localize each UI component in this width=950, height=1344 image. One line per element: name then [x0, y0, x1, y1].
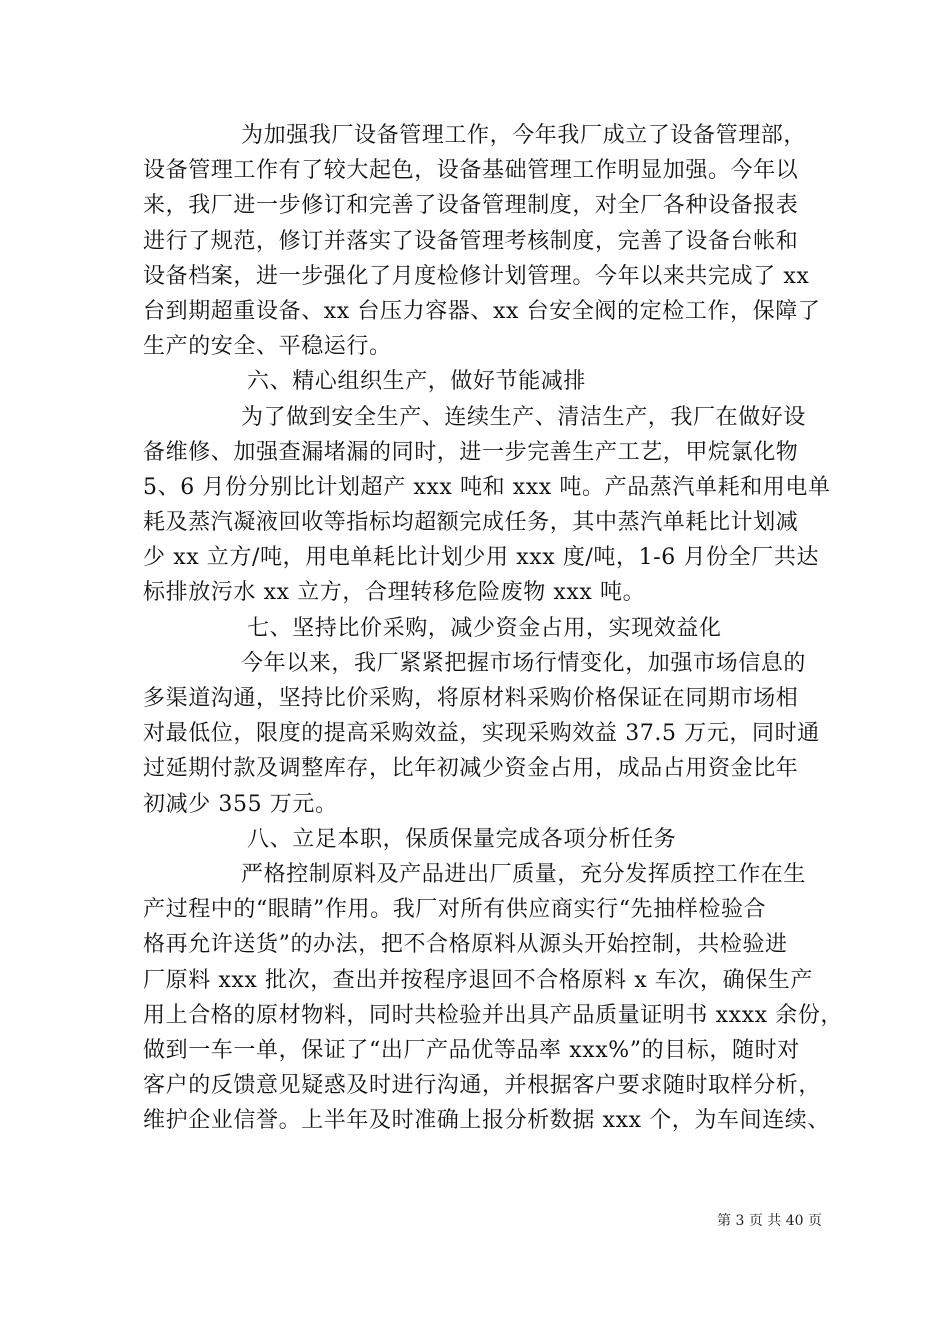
- paragraph-line: 5、6 月份分别比计划超产 xxx 吨和 xxx 吨。产品蒸汽单耗和用电单: [143, 474, 831, 500]
- paragraph: [143, 646, 826, 822]
- paragraph-line: 设备管理工作有了较大起色，设备基础管理工作明显加强。今年以: [143, 158, 799, 184]
- page-number: 第 3 页 共 40 页: [717, 1213, 822, 1229]
- heading-text: 七、坚持比价采购，减少资金占用，实现效益化: [247, 615, 722, 641]
- paragraph: [143, 857, 844, 1139]
- paragraph-line: 标排放污水 xx 立方，合理转移危险废物 xxx 吨。: [143, 580, 646, 606]
- section-heading: [143, 364, 826, 399]
- paragraph-line: 对最低位，限度的提高采购效益，实现采购效益 37.5 万元，同时通: [143, 721, 820, 747]
- paragraph-line: 今年以来，我厂紧紧把握市场行情变化，加强市场信息的: [241, 650, 807, 676]
- paragraph-line: 维护企业信誉。上半年及时准确上报分析数据 xxx 个，为车间连续、: [143, 1108, 831, 1134]
- paragraph-line: 格再允许送货”的办法，把不合格原料从源头开始控制，共检验进: [143, 932, 788, 958]
- paragraph: [143, 400, 831, 611]
- paragraph-line: 设备档案，进一步强化了月度检修计划管理。今年以来共完成了 xx: [143, 263, 810, 289]
- heading-text: 八、立足本职，保质保量完成各项分析任务: [247, 826, 677, 852]
- paragraph-line: 用上合格的原材物料，同时共检验并出具产品质量证明书 xxxx 余份，: [143, 1002, 844, 1028]
- paragraph-line: 少 xx 立方/吨，用电单耗比计划少用 xxx 度/吨，1-6 月份全厂共达: [143, 545, 820, 571]
- paragraph-line: 做到一车一单，保证了“出厂产品优等品率 xxx%”的目标，随时对: [143, 1037, 800, 1063]
- section-heading: [143, 822, 826, 857]
- paragraph-line: 厂原料 xxx 批次，查出并按程序退回不合格原料 x 车次，确保生产: [143, 967, 814, 993]
- paragraph-line: 为了做到安全生产、连续生产、清洁生产，我厂在做好设: [241, 404, 807, 430]
- paragraph-line: 为加强我厂设备管理工作，今年我厂成立了设备管理部，: [241, 123, 807, 148]
- paragraph-line: 多渠道沟通，坚持比价采购，将原材料采购价格保证在同期市场相: [143, 686, 799, 711]
- section-heading: [143, 611, 826, 646]
- paragraph-line: 客户的反馈意见疑惑及时进行沟通，并根据客户要求随时取样分析，: [143, 1073, 822, 1099]
- paragraph-line: 来，我厂进一步修订和完善了设备管理制度，对全厂各种设备报表: [143, 193, 799, 219]
- paragraph-line: 严格控制原料及产品进出厂质量，充分发挥质控工作在生: [241, 861, 807, 887]
- document-body: [143, 118, 844, 1138]
- paragraph-line: 过延期付款及调整库存，比年初减少资金占用，成品占用资金比年: [143, 756, 799, 782]
- paragraph-line: 初减少 355 万元。: [143, 791, 338, 817]
- paragraph-line: 耗及蒸汽凝液回收等指标均超额完成任务，其中蒸汽单耗比计划减: [143, 510, 799, 536]
- paragraph: [143, 118, 826, 364]
- heading-text: 六、精心组织生产，做好节能减排: [247, 369, 587, 395]
- paragraph-line: 台到期超重设备、xx 台压力容器、xx 台安全阀的定检工作，保障了: [143, 298, 821, 324]
- paragraph-line: 产过程中的“眼睛”作用。我厂对所有供应商实行“先抽样检验合: [143, 897, 767, 923]
- paragraph-line: 进行了规范，修订并落实了设备管理考核制度，完善了设备台帐和: [143, 228, 799, 254]
- paragraph-line: 生产的安全、平稳运行。: [143, 334, 392, 360]
- paragraph-line: 备维修、加强查漏堵漏的同时，进一步完善生产工艺，甲烷氯化物: [143, 439, 799, 465]
